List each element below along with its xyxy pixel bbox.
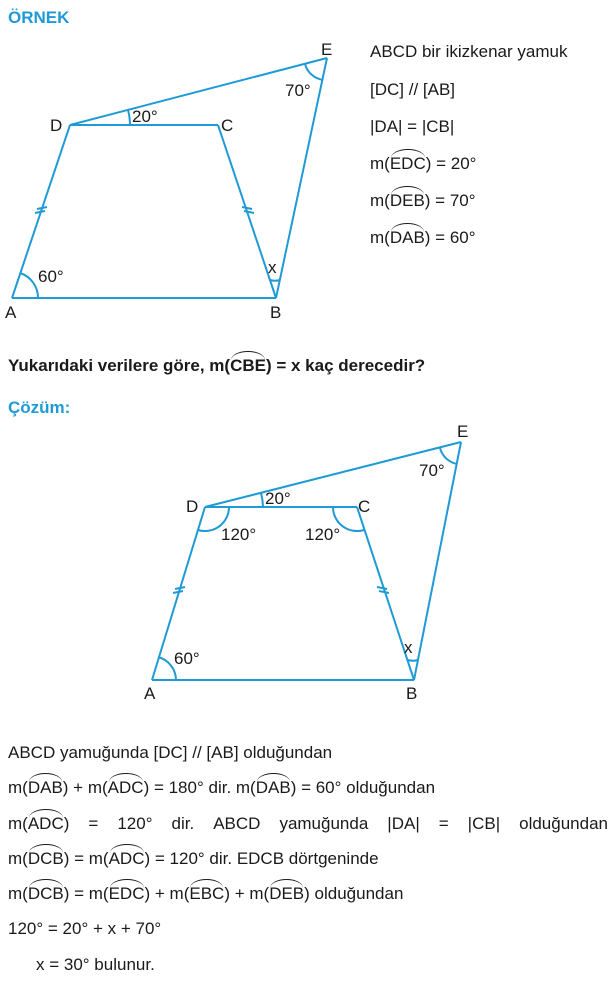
fig1-tick-cb xyxy=(242,207,254,213)
fig1-label-d: D xyxy=(50,116,63,135)
fig2-label-a: A xyxy=(144,684,156,703)
fig1-label-a: A xyxy=(5,303,17,322)
solution-line-3: m(ADC) = 120° dir. ABCD yamuğunda |DA| = |CB| olduğundan xyxy=(8,814,608,833)
solution-line-6: 120° = 20° + x + 70° xyxy=(8,919,162,938)
fig1-label-c: C xyxy=(221,116,234,135)
fig2-angle-b-arc xyxy=(408,660,418,661)
solution-heading: Çözüm: xyxy=(8,398,71,417)
given-4: m(EDC) = 20° xyxy=(370,154,477,173)
fig2-angle-b: x xyxy=(404,638,413,657)
fig1-angle-b: x xyxy=(268,258,277,277)
fig1-label-e: E xyxy=(321,40,333,59)
fig2-label-b: B xyxy=(406,684,418,703)
fig2-angle-d-inner: 120° xyxy=(221,525,257,544)
given-5: m(DEB) = 70° xyxy=(370,191,476,210)
solution-line-1: ABCD yamuğunda [DC] // [AB] olduğundan xyxy=(8,743,333,762)
fig1-angle-e: 70° xyxy=(285,81,311,100)
fig1-angle-d-arc xyxy=(128,110,130,125)
fig2-angle-d-top: 20° xyxy=(265,489,291,508)
solution-line-2: m(DAB) + m(ADC) = 180° dir. m(DAB) = 60° olduğundan xyxy=(8,778,436,797)
solution-line-5: m(DCB) = m(EDC) + m(EBC) + m(DEB) olduğundan xyxy=(8,884,404,903)
given-3: |DA| = |CB| xyxy=(370,117,455,136)
solution-line-7: x = 30° bulunur. xyxy=(36,955,155,974)
given-6: m(DAB) = 60° xyxy=(370,228,476,247)
fig1-label-b: B xyxy=(270,303,282,322)
figure-1-trapezoid xyxy=(0,30,370,330)
fig2-angle-e: 70° xyxy=(419,461,445,480)
given-2: [DC] // [AB] xyxy=(370,80,456,99)
fig1-angle-b-arc xyxy=(270,280,280,281)
fig1-angle-a: 60° xyxy=(38,267,64,286)
given-1: ABCD bir ikizkenar yamuk xyxy=(370,42,568,61)
fig2-angle-a: 60° xyxy=(174,649,200,668)
figure-2-trapezoid xyxy=(0,415,616,715)
question: Yukarıdaki verilere göre, m(CBE) = x kaç derecedir? xyxy=(8,356,426,375)
solution-line-4: m(DCB) = m(ADC) = 120° dir. EDCB dörtgeninde xyxy=(8,849,379,868)
fig2-angle-c-inner: 120° xyxy=(305,525,341,544)
fig2-label-d: D xyxy=(186,497,199,516)
fig1-angle-e-arc xyxy=(305,64,323,80)
fig1-angle-d: 20° xyxy=(132,107,158,126)
fig2-tick-cb xyxy=(377,587,389,593)
fig2-label-c: C xyxy=(358,497,371,516)
fig1-angle-a-arc xyxy=(20,273,38,298)
fig2-angle-d-top-arc xyxy=(261,493,263,507)
example-heading: ÖRNEK xyxy=(8,8,70,27)
fig2-label-e: E xyxy=(457,422,469,441)
